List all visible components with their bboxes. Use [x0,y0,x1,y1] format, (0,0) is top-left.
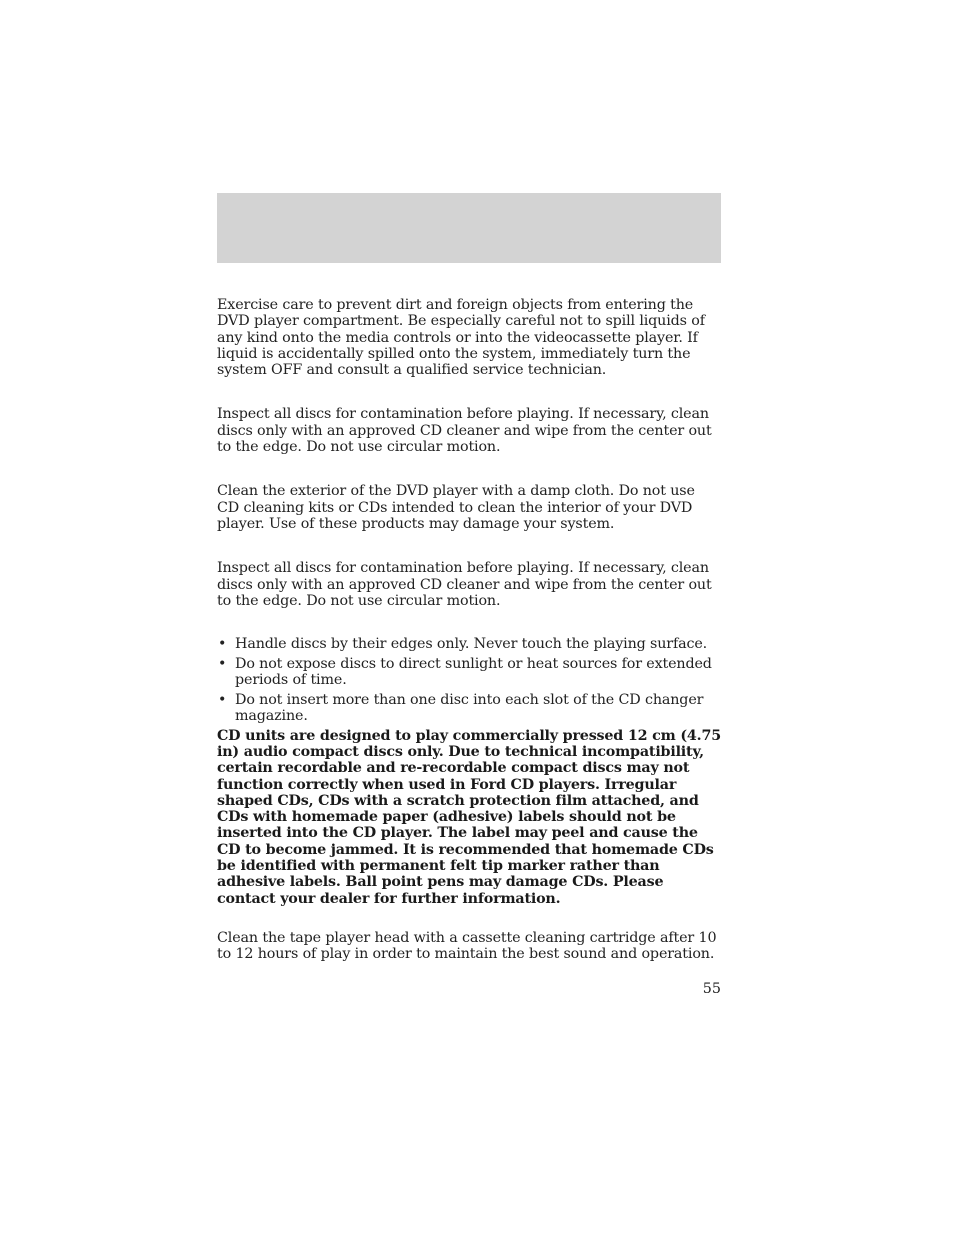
paragraph-inspect-discs: Inspect all discs for contamination before playing. If necessary, clean discs only with an approved CD cleaner and wipe from the center out to the edge. Do not use circular motion. [217,406,712,456]
paragraph-tape-head: Clean the tape player head with a cassette cleaning cartridge after 10 to 12 hours of play in order to maintain the best sound and operation. [217,929,717,963]
bullet-icon: • [218,691,227,708]
list-item-text: Handle discs by their edges only. Never touch the playing surface. [235,636,708,653]
bullet-icon: • [218,655,227,672]
cd-compatibility-notice: CD units are designed to play commercially pressed 12 cm (4.75 in) audio compact discs only. Due to technical incompatibility, certain recordable and re-recordable compact discs may not function correctly when used in Ford CD players. Irregular shaped CDs, CDs with a scratch protection film attached, and CDs with homemade paper (adhesive) labels should not be inserted into the CD player. The label may peel and cause the CD to become jammed. It is recommended that homemade CDs be identified with permanent felt tip marker rather than adhesive labels. Ball point pens may damage CDs. Please contact your dealer for further information. [217,727,721,907]
list-item [217,636,721,653]
paragraph-inspect-discs-repeat: Inspect all discs for contamination before playing. If necessary, clean discs only with an approved CD cleaner and wipe from the center out to the edge. Do not use circular motion. [217,560,712,609]
page-content [217,297,721,963]
bullet-icon: • [218,636,227,653]
list-item-text: Do not expose discs to direct sunlight or heat sources for extended periods of time. [235,655,712,689]
paragraph-dvd-exterior: Clean the exterior of the DVD player with a damp cloth. Do not use CD cleaning kits or CDs intended to clean the interior of your DVD player. Use of these products may damage your system. [217,483,695,532]
paragraph-dvd-care: Exercise care to prevent dirt and foreign objects from entering the DVD player compartment. Be especially careful not to spill liquids of any kind onto the media controls or into the videocassette player. If liquid is accidentally spilled onto the system, immediately turn the system OFF and consult a qualified service technician. [217,297,705,379]
section-header-band [217,193,721,263]
list-item-text: Do not insert more than one disc into each slot of the CD changer magazine. [235,691,704,725]
disc-handling-list [217,636,721,725]
list-item [217,656,721,689]
list-item [217,692,721,725]
page-number: 55 [702,981,721,997]
